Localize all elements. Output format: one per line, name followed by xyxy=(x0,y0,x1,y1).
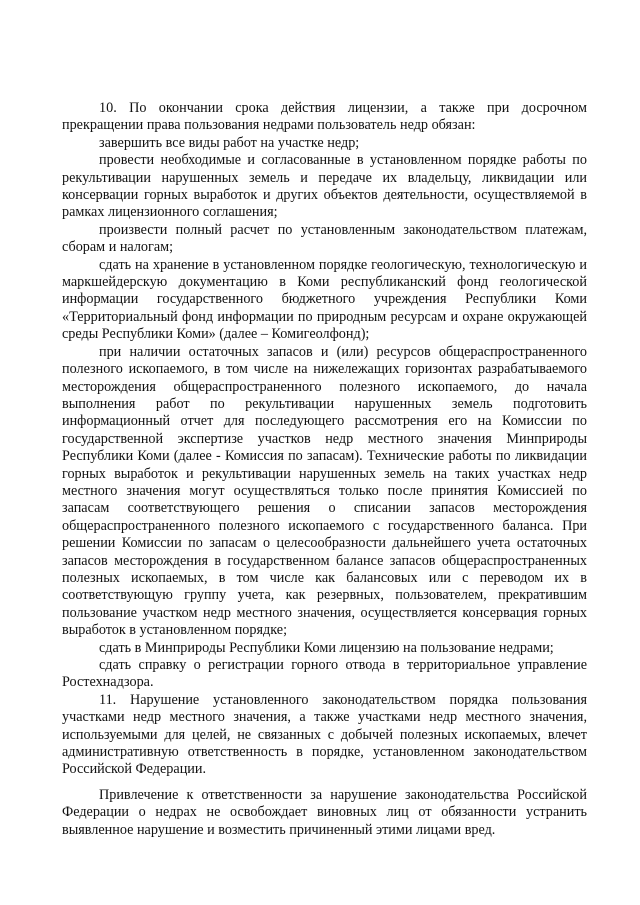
obligation-return-license: сдать в Минприроды Республики Коми лицензию на пользование недрами; xyxy=(99,639,554,656)
paragraph-10-intro: 10. По окончании срока действия лицензии, а также при досрочном прекращении права пользования недрами пользователь недр обязан: xyxy=(62,100,587,134)
document-page xyxy=(62,100,587,839)
obligation-documentation: сдать на хранение в установленном порядке геологическую, технологическую и маркшейдерскую документацию в Коми республиканский фонд геологической информации государственного бюджетного учреждения Республики Коми «Территориальный фонд информации по природным ресурсам и охране окружающей среды Республики Коми» (далее – Комигеолфонд); xyxy=(62,256,587,343)
paragraph-remedy: Привлечение к ответственности за нарушение законодательства Российской Федерации о недрах не освобождает виновных лиц от обязанности устранить выявленное нарушение и возместить причиненный этими лицами вред. xyxy=(62,786,587,838)
obligation-finish-works: завершить все виды работ на участке недр; xyxy=(99,134,360,151)
obligation-reclamation: провести необходимые и согласованные в установленном порядке работы по рекультивации нарушенных земель и передаче их владельцу, ликвидации или консервации горных выработок и других объектов деятельности, осуществляемой в рамках лицензионного соглашения; xyxy=(62,152,587,221)
obligation-payments: произвести полный расчет по установленным законодательством платежам, сборам и налогам; xyxy=(62,221,587,256)
obligation-residual-reserves: при наличии остаточных запасов и (или) ресурсов общераспространенного полезного ископаемого, в том числе на нижележащих горизонтах разрабатываемого месторождения общераспространенного полезного ископаемого, до начала выполнения работ по рекультивации нарушенных земель подготовить информационный отчет для последующего рассмотрения его на Комиссии по государственной экспертизе участков недр местного значения Минприроды Республики Коми (далее - Комиссия по запасам). Технические работы по ликвидации горных выработок и рекультивации нарушенных земель на таких участках недр местного значения могут осуществляться только после принятия Комиссией по запасам соответствующего решения о списании запасов месторождения общераспространенного полезного ископаемого с государственного баланса. При решении Комиссии по запасам о целесообразности дальнейшего учета остаточных запасов месторождения в государственном балансе запасов общераспространенных полезных ископаемых, в том числе как балансовых или с переводом их в соответствующую группу учета, как резервных, пользователем, прекратившим пользование участком недр местного значения, осуществляется консервация горных выработок в установленном порядке; xyxy=(62,343,587,639)
paragraph-11-liability: 11. Нарушение установленного законодательством порядка пользования участками недр местного значения, а также участками недр местного значения, используемыми для целей, не связанных с добычей полезных ископаемых, влечет административную ответственность в порядке, установленном законодательством Российской Федерации. xyxy=(62,691,587,778)
obligation-mining-allotment: сдать справку о регистрации горного отвода в территориальное управление Ростехнадзора. xyxy=(62,657,587,691)
